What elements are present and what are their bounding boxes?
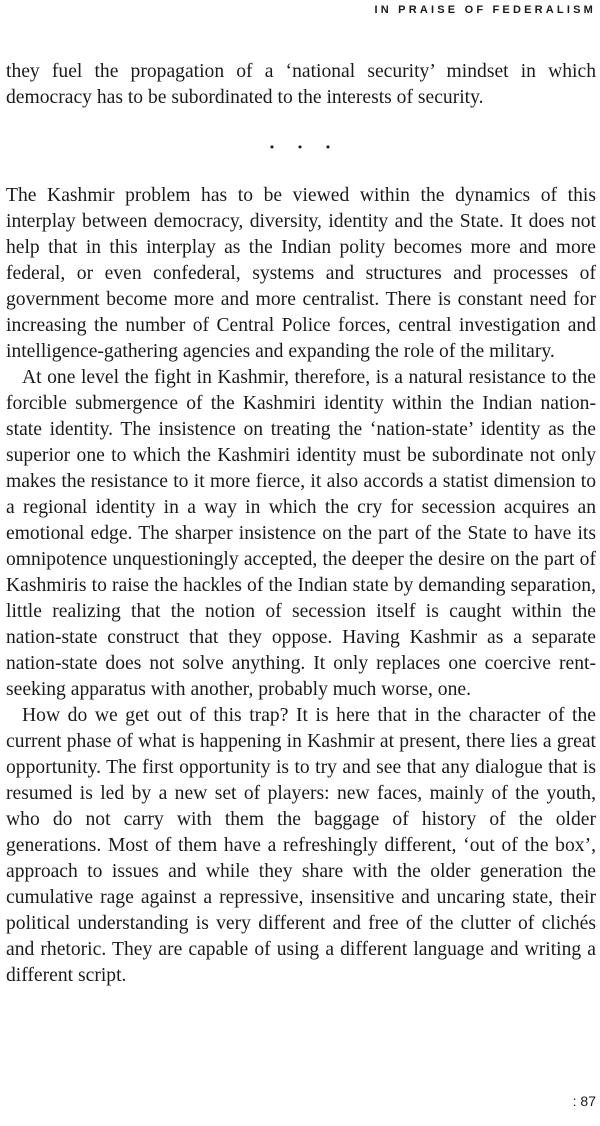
continued-paragraph: [6, 59, 596, 111]
section-break-ornament: • • •: [268, 141, 341, 154]
paragraph-1: The Kashmir problem has to be viewed within the dynamics of this interplay between democracy, diversity, identity and the State. It does not help that in this interplay as the Indian polity becomes more and more federal, or even confederal, systems and structures and processes of government become more and more centralist. There is constant need for increasing the number of Central Police forces, central investigation and intelligence-gathering agencies and expanding the role of the military.: [6, 185, 596, 362]
page-number: : 87: [572, 1093, 596, 1109]
paragraph-3: How do we get out of this trap? It is here that in the character of the current phase of what is happening in Kashmir at present, there lies a great opportunity. The first opportunity is to try and see that any dialogue that is resumed is led by a new set of players: new faces, mainly of the youth, who do not carry with them the baggage of history of the older generations. Most of them have a refreshingly different, ‘out of the box’, approach to issues and while they share with the older generation the cumulative rage against a repressive, insensitive and uncaring state, their political understanding is very different and free of the clutter of clichés and rhetoric. They are capable of using a different language and writing a different script.: [6, 705, 596, 986]
running-header: IN PRAISE OF FEDERALISM: [374, 4, 596, 16]
paragraph-text: they fuel the propagation of a ‘national security’ mindset in which democracy has to be subordinated to the interests of security.: [6, 61, 596, 108]
paragraph-2: At one level the fight in Kashmir, therefore, is a natural resistance to the forcible submergence of the Kashmiri identity within the Indian nation-state identity. The insistence on treating the ‘nation-state’ identity as the superior one to which the Kashmiri identity must be subordinate not only makes the resistance to it more fierce, it also accords a statist dimension to a regional identity in a way in which the cry for secession acquires an emotional edge. The sharper insistence on the part of the State to have its omnipotence unquestioningly accepted, the deeper the desire on the part of Kashmiris to raise the hackles of the Indian state by demanding separation, little realizing that the notion of secession itself is caught within the nation-state construct that they oppose. Having Kashmir as a separate nation-state does not solve anything. It only replaces one coercive rent-seeking apparatus with another, probably much worse, one.: [6, 367, 596, 700]
body-text: [6, 183, 596, 989]
